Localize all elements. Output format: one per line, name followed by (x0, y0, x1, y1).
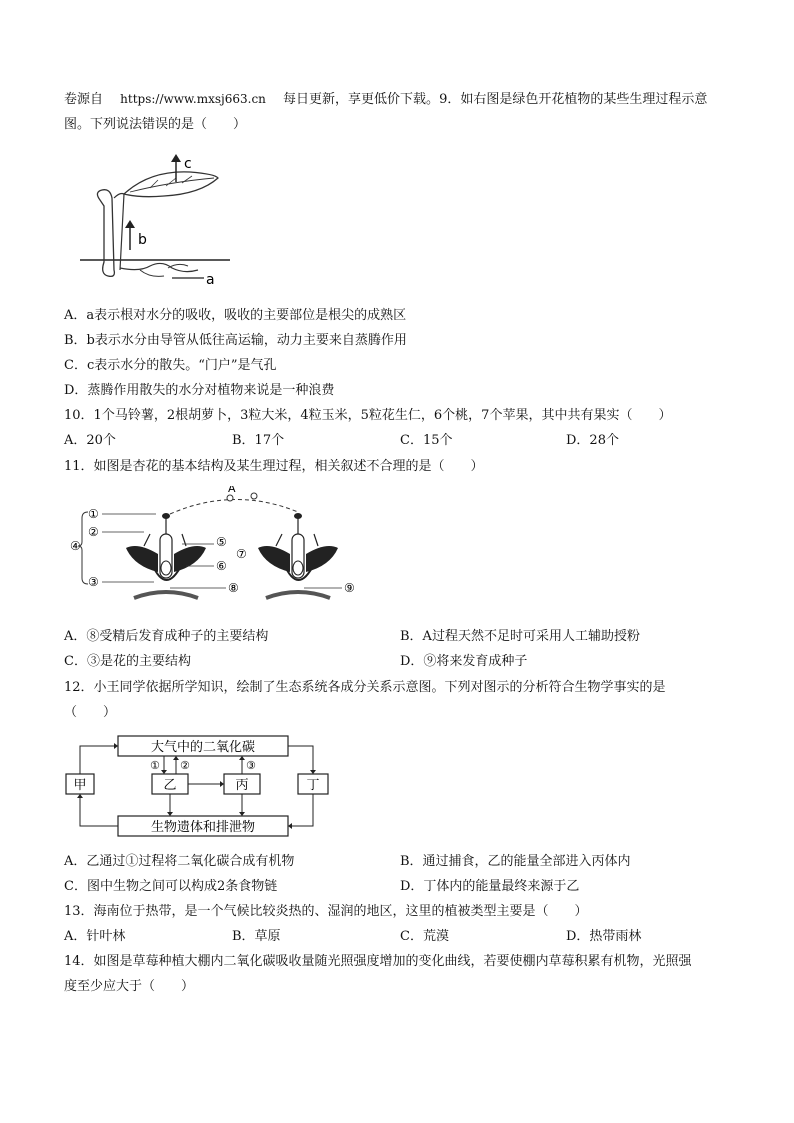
q11-label-7: ⑦ (236, 547, 247, 561)
header-notice: 每日更新，享更低价下载。 (283, 92, 440, 107)
q9-option-d[interactable]: D．蒸腾作用散失的水分对植物来说是一种浪费 (64, 383, 335, 398)
q11-label-A: A (228, 486, 236, 495)
q10-option-d[interactable]: D．28个 (566, 433, 619, 448)
q11-flower-figure (64, 486, 364, 621)
q11-label-1: ① (88, 507, 99, 521)
header-source: 卷源自 (64, 92, 104, 107)
q9-stem-line1: 9．如右图是绿色开花植物的某些生理过程示意 (439, 92, 708, 107)
q11-option-c[interactable]: C．③是花的主要结构 (64, 654, 191, 669)
q11-label-4: ④ (70, 539, 81, 553)
q14-stem-line2: 度至少应大于（ ） (64, 979, 195, 994)
q12-box-yi: 乙 (163, 778, 177, 793)
q12-stem-line2: （ ） (64, 705, 117, 720)
q13-option-b[interactable]: B．草原 (232, 929, 281, 944)
q12-option-a[interactable]: A．乙通过①过程将二氧化碳合成有机物 (64, 854, 295, 869)
q10-option-c[interactable]: C．15个 (400, 433, 453, 448)
header-url[interactable]: https://www.mxsj663.cn (120, 92, 266, 106)
q12-option-b[interactable]: B．通过捕食，乙的能量全部进入丙体内 (400, 854, 631, 869)
q13-option-d[interactable]: D．热带雨林 (566, 929, 642, 944)
q12-option-d[interactable]: D．丁体内的能量最终来源于乙 (400, 879, 580, 894)
q13-option-c[interactable]: C．荒漠 (400, 929, 449, 944)
q11-label-8: ⑧ (228, 581, 239, 595)
q11-label-3: ③ (88, 575, 99, 589)
q12-box-jia: 甲 (73, 778, 87, 793)
q11-option-d[interactable]: D．⑨将来发育成种子 (400, 654, 528, 669)
q12-option-c[interactable]: C．图中生物之间可以构成2条食物链 (64, 879, 278, 894)
q11-label-9: ⑨ (344, 581, 355, 595)
q11-label-2: ② (88, 525, 99, 539)
q14-stem-line1: 14．如图是草莓种植大棚内二氧化碳吸收量随光照强度增加的变化曲线，若要使棚内草莓积累有机物，光照强 (64, 954, 692, 969)
q11-label-5: ⑤ (216, 535, 227, 549)
q9-label-c: c (184, 156, 192, 172)
q12-label-2: ② (180, 759, 190, 772)
q12-stem-line1: 12．小王同学依据所学知识，绘制了生态系统各成分关系示意图。下列对图示的分析符合生物学事实的是 (64, 680, 666, 695)
q12-ecosystem-figure (64, 732, 344, 842)
q12-top-box: 大气中的二氧化碳 (150, 740, 256, 755)
q9-option-a[interactable]: A．a表示根对水分的吸收，吸收的主要部位是根尖的成熟区 (64, 308, 407, 323)
q12-box-bing: 丙 (235, 778, 249, 793)
q12-label-3: ③ (246, 759, 256, 772)
q9-label-a: a (206, 272, 215, 288)
q12-label-1: ① (150, 759, 160, 772)
q10-option-b[interactable]: B．17个 (232, 433, 285, 448)
q11-option-a[interactable]: A．⑧受精后发育成种子的主要结构 (64, 629, 269, 644)
q13-option-a[interactable]: A．针叶林 (64, 929, 126, 944)
q12-box-ding: 丁 (306, 778, 320, 793)
q12-bottom-box: 生物遗体和排泄物 (150, 820, 256, 835)
q11-stem: 11．如图是杏花的基本结构及某生理过程，相关叙述不合理的是（ ） (64, 459, 484, 474)
q11-label-6: ⑥ (216, 559, 227, 573)
q10-option-a[interactable]: A．20个 (64, 433, 116, 448)
q13-stem: 13．海南位于热带，是一个气候比较炎热的、湿润的地区，这里的植被类型主要是（ ） (64, 904, 588, 919)
q9-label-b: b (138, 232, 147, 248)
q9-stem-line2: 图。下列说法错误的是（ ） (64, 117, 247, 132)
header-line (64, 90, 707, 109)
q10-stem: 10．1个马铃薯，2根胡萝卜，3粒大米，4粒玉米，5粒花生仁，6个桃，7个苹果，其中共有果实（ ） (64, 408, 672, 423)
q9-option-b[interactable]: B．b表示水分由导管从低往高运输，动力主要来自蒸腾作用 (64, 333, 407, 348)
q9-option-c[interactable]: C．c表示水分的散失。“门户”是气孔 (64, 358, 277, 373)
q11-option-b[interactable]: B．A过程天然不足时可采用人工辅助授粉 (400, 629, 640, 644)
q9-plant-figure (80, 150, 250, 295)
